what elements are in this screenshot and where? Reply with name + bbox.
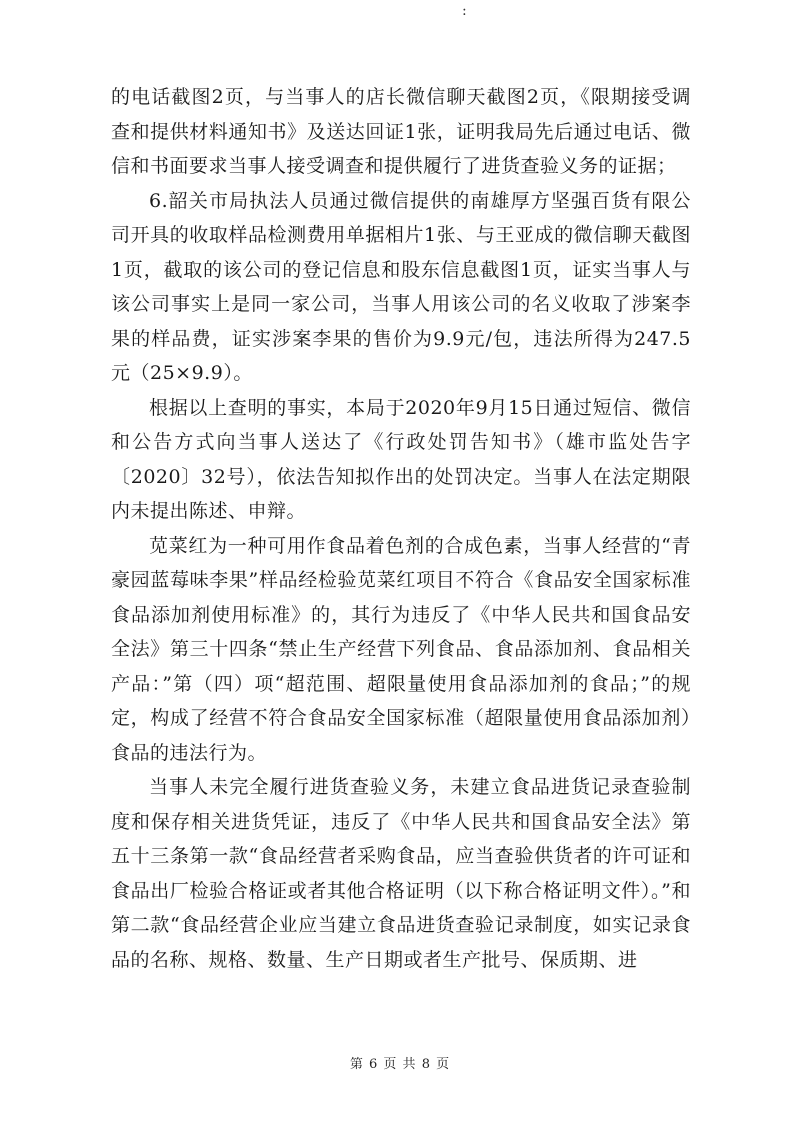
document-body bbox=[111, 80, 691, 977]
paragraph-evidence-6: 6.韶关市局执法人员通过微信提供的南雄厚方坚强百货有限公司开具的收取样品检测费用单据相片1张、与王亚成的微信聊天截图1页，截取的该公司的登记信息和股东信息截图1页，证实当事人与该公司事实上是同一家公司，当事人用该公司的名义收取了涉案李果的样品费，证实涉案李果的售价为9.9元/包，违法所得为247.5元（25×9.9）。 bbox=[111, 189, 691, 384]
page-number: 第 6 页 共 8 页 bbox=[349, 1057, 451, 1072]
paragraph-notice-delivery: 根据以上查明的事实，本局于2020年9月15日通过短信、微信和公告方式向当事人送达了《行政处罚告知书》（雄市监处告字〔2020〕32号），依法告知拟作出的处罚决定。当事人在法定期限内未提出陈述、申辩。 bbox=[111, 396, 691, 522]
paragraph-inspection-violation: 当事人未完全履行进货查验义务，未建立食品进货记录查验制度和保存相关进货凭证，违反了《中华人民共和国食品安全法》第五十三条第一款“食品经营者采购食品，应当查验供货者的许可证和食品出厂检验合格证或者其他合格证明（以下称合格证明文件）。”和第二款“食品经营企业应当建立食品进货查验记录制度，如实记录食品的名称、规格、数量、生产日期或者生产批号、保质期、进 bbox=[111, 776, 691, 971]
paragraph-additive-violation: 苋菜红为一种可用作食品着色剂的合成色素，当事人经营的“青豪园蓝莓味李果”样品经检验苋菜红项目不符合《食品安全国家标准 食品添加剂使用标准》的，其行为违反了《中华人民共和国食品安全法》第三十四条“禁止生产经营下列食品、食品添加剂、食品相关产品：”第（四）项“超范围、超限量使用食品添加剂的食品；”的规定，构成了经营不符合食品安全国家标准（超限量使用食品添加剂）食品的违法行为。 bbox=[111, 534, 691, 764]
top-mark: : bbox=[462, 3, 467, 19]
paragraph-continued-evidence: 的电话截图2页，与当事人的店长微信聊天截图2页，《限期接受调查和提供材料通知书》及送达回证1张，证明我局先后通过电话、微信和书面要求当事人接受调查和提供履行了进货查验义务的证据； bbox=[111, 86, 691, 177]
